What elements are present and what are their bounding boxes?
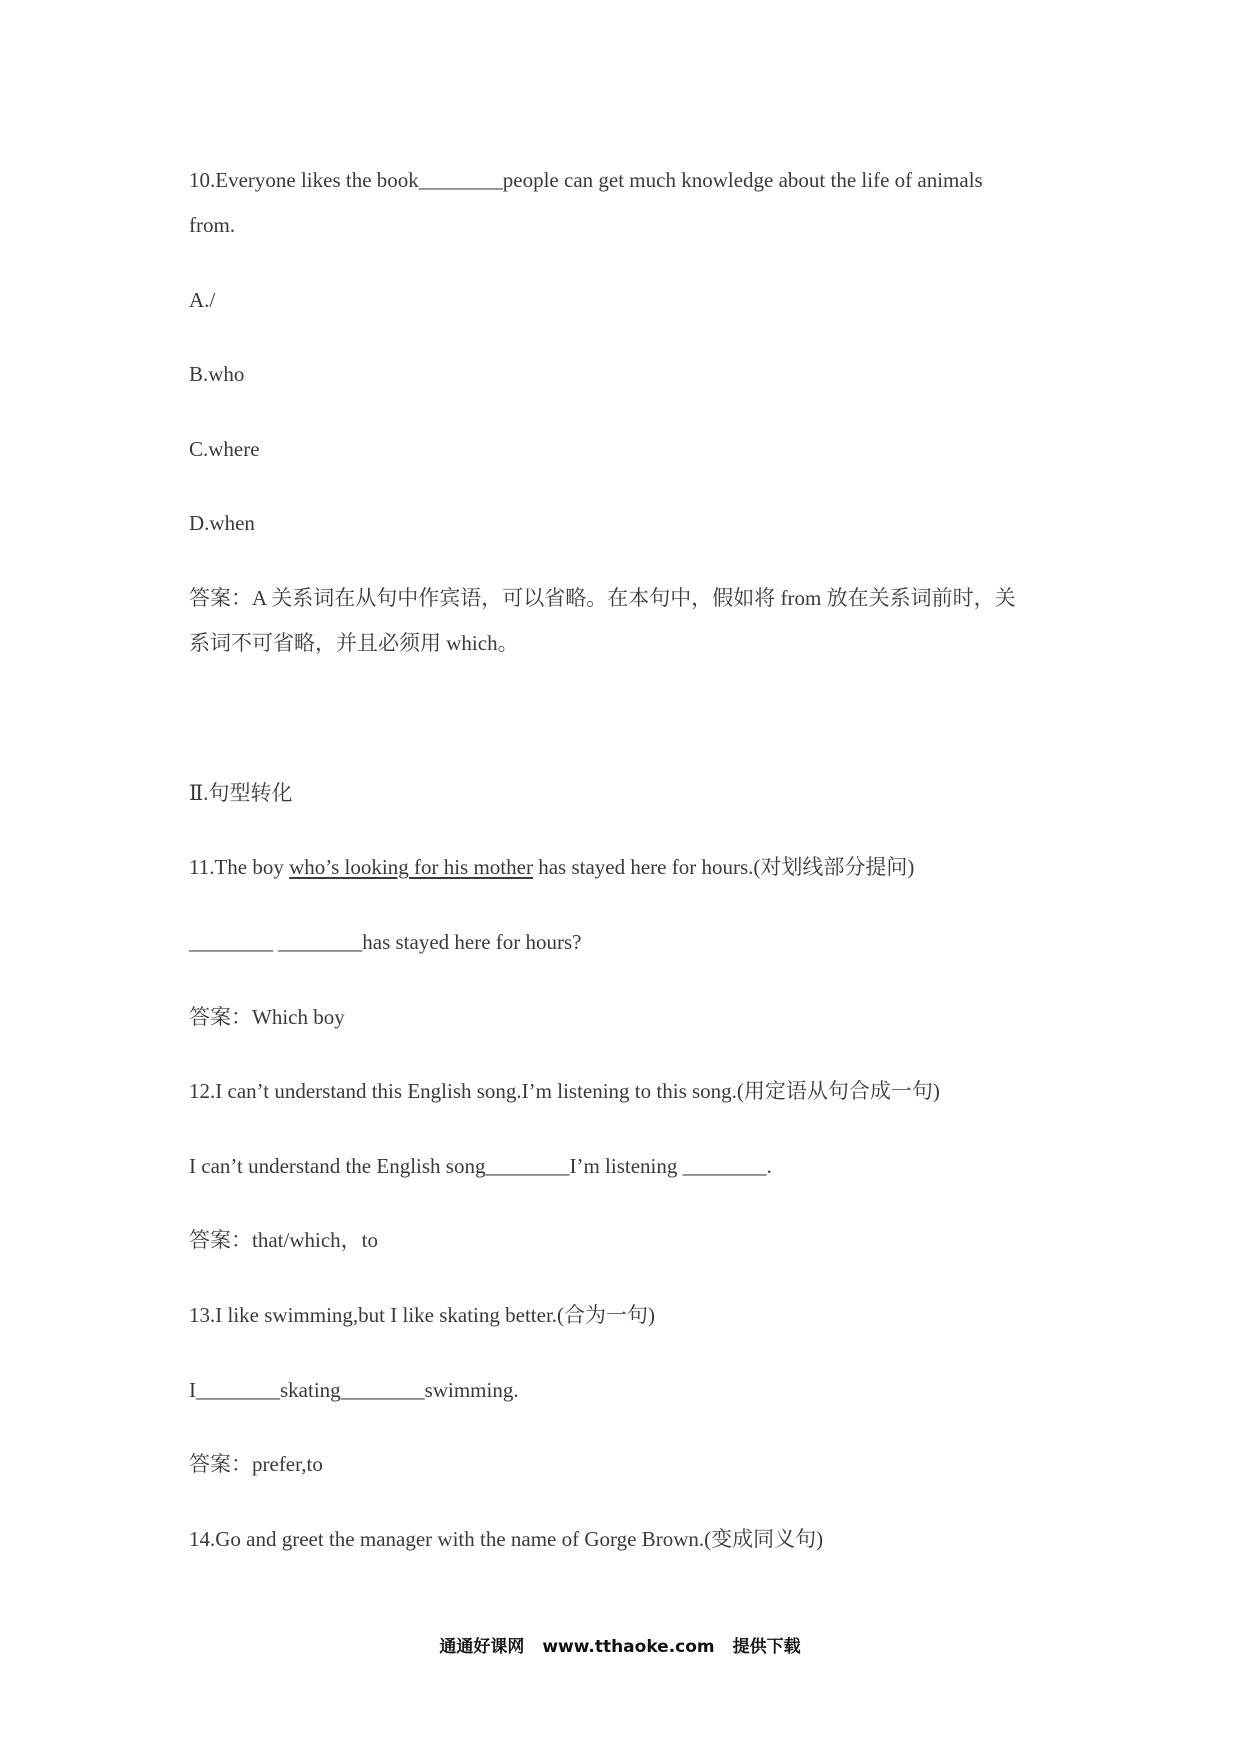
q11-suffix: has stayed here for hours.(对划线部分提问) [532,855,915,879]
q11-text [189,853,914,881]
section-title: Ⅱ.句型转化 [189,781,293,805]
q11-prefix: 11.The boy [189,855,290,879]
q14-text: 14.Go and greet the manager with the name of Gorge Brown.(变成同义句) [189,1527,824,1551]
q12-text: 12.I can’t understand this English song.I’m listening to this song.(用定语从句合成一句) [189,1079,940,1103]
q13-answer: 答案：prefer,to [189,1452,323,1476]
footer-site-name: 通通好课网 [439,1637,525,1657]
q10-option-c: C.where [189,437,260,461]
footer-url[interactable]: www.tthaoke.com [542,1637,715,1657]
q13-text: 13.I like swimming,but I like skating better.(合为一句) [189,1303,656,1327]
q13-blank-line: I________skating________swimming. [189,1378,519,1402]
q11-blank-line: ________ ________has stayed here for hours? [189,930,582,954]
q12-blank-line: I can’t understand the English song________I’m listening ________. [189,1154,772,1178]
footer-tagline: 提供下载 [732,1637,801,1657]
q10-option-a: A./ [189,288,216,312]
q10-text-line1: 10.Everyone likes the book________people can get much knowledge about the life of animals [189,168,983,192]
q10-answer-line1: 答案：A 关系词在从句中作宾语，可以省略。在本句中，假如将 from 放在关系词前时，关 [189,586,1016,610]
q12-answer: 答案：that/which，to [189,1228,378,1252]
q10-option-b: B.who [189,362,245,386]
q11-answer: 答案：Which boy [189,1005,345,1029]
page-footer [0,1632,1240,1657]
q10-answer-line2: 系词不可省略，并且必须用 which。 [189,631,519,655]
q10-text-line2: from. [189,213,236,237]
q11-underlined-part: who’s looking for his mother [289,855,533,879]
q10-option-d: D.when [189,511,255,535]
